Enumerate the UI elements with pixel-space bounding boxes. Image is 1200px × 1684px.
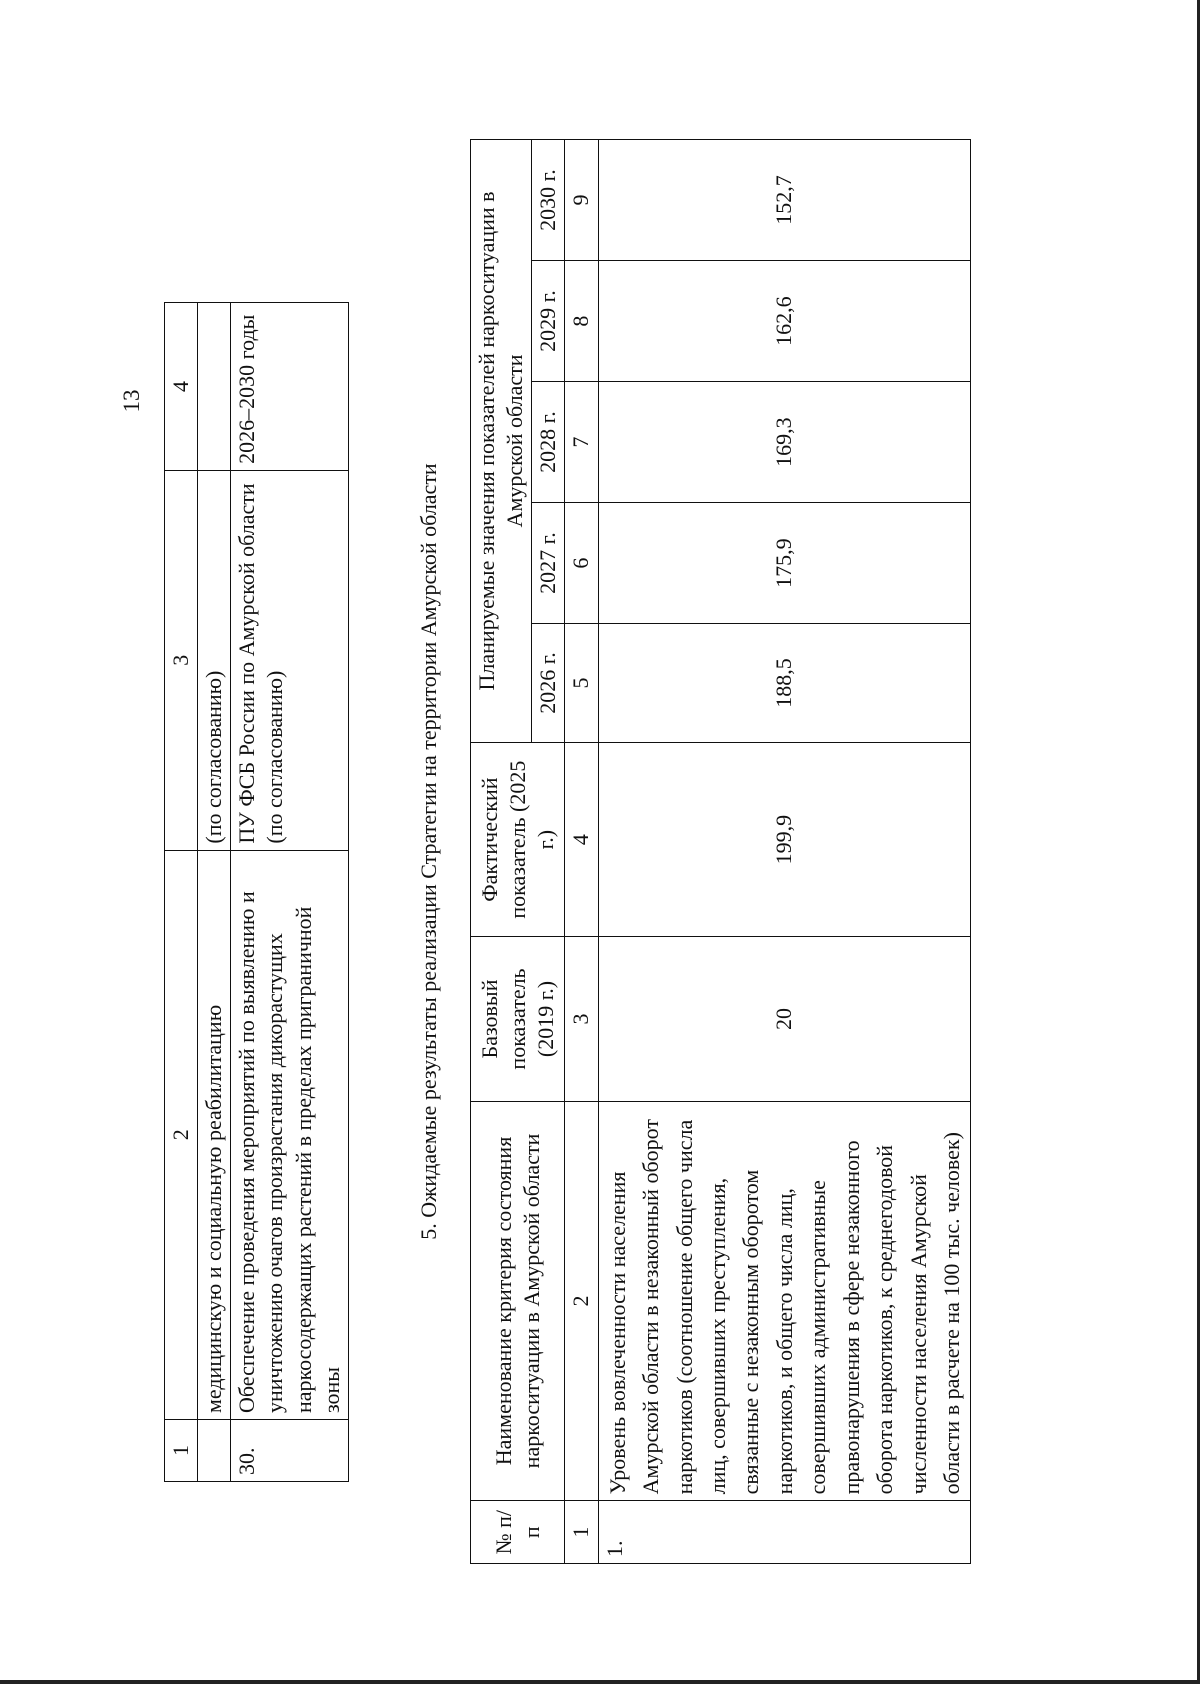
results-table <box>470 139 971 1564</box>
year-2026: 2026 г. <box>532 624 565 743</box>
table1-header-row <box>165 303 198 1482</box>
table2-colnum-row <box>565 140 598 1564</box>
table1-col-2: 2 <box>165 850 198 1419</box>
colnum-8: 8 <box>565 261 598 382</box>
criterion-text: Уровень вовлеченности населения Амурской области в незаконный оборот наркотиков (соотношение общего числа лиц, совершивших преступления, связанные с незаконным оборотом наркотиков, и общего числа лиц, совершивших административные правонарушения в сфере незаконного оборота наркотиков, к среднегодовой численности населения Амурской области в расчете на 100 тыс. человек) <box>598 1101 971 1501</box>
colnum-4: 4 <box>565 742 598 936</box>
year-2030: 2030 г. <box>532 140 565 261</box>
fact-value: 199,9 <box>598 742 971 936</box>
header-fact: Фактический показатель (2025 г.) <box>471 742 565 936</box>
table1-col-3: 3 <box>165 470 198 850</box>
colnum-1: 1 <box>565 1501 598 1564</box>
period-text <box>198 303 231 471</box>
colnum-7: 7 <box>565 382 598 503</box>
row-number <box>198 1420 231 1482</box>
colnum-9: 9 <box>565 140 598 261</box>
plan-2026-value: 188,5 <box>598 624 971 743</box>
period-text: 2026–2030 годы <box>231 303 349 471</box>
executor-text: ПУ ФСБ России по Амурской области (по согласованию) <box>231 470 349 850</box>
year-2028: 2028 г. <box>532 382 565 503</box>
table1-col-1: 1 <box>165 1420 198 1482</box>
plan-2027-value: 175,9 <box>598 503 971 624</box>
colnum-5: 5 <box>565 624 598 743</box>
row-number: 1. <box>598 1501 971 1564</box>
section-title: 5. Ожидаемые результаты реализации Стратегии на территории Амурской области <box>416 463 441 1240</box>
table2-header-row <box>471 140 532 1564</box>
colnum-6: 6 <box>565 503 598 624</box>
year-2029: 2029 г. <box>532 261 565 382</box>
plan-2028-value: 169,3 <box>598 382 971 503</box>
year-2027: 2027 г. <box>532 503 565 624</box>
table-row <box>198 303 231 1482</box>
table1-col-4: 4 <box>165 303 198 471</box>
table-row <box>598 140 971 1564</box>
plan-2029-value: 162,6 <box>598 261 971 382</box>
colnum-2: 2 <box>565 1101 598 1501</box>
header-criterion: Наименование критерия состояния наркоситуации в Амурской области <box>471 1101 565 1501</box>
page-number: 13 <box>119 389 144 413</box>
page-edge-bottom <box>0 1680 1200 1684</box>
base-value: 20 <box>598 937 971 1101</box>
continuation-table <box>164 302 349 1482</box>
measure-text: Обеспечение проведения мероприятий по выявлению и уничтожению очагов произрастания дикорастущих наркосодержащих растений в пределах приграничной зоны <box>231 850 349 1419</box>
row-number: 30. <box>231 1420 349 1482</box>
colnum-3: 3 <box>565 937 598 1101</box>
measure-text: медицинскую и социальную реабилитацию <box>198 850 231 1419</box>
table-row <box>231 303 349 1482</box>
header-planned: Планируемые значения показателей наркоситуации в Амурской области <box>471 140 532 743</box>
executor-text: (по согласованию) <box>198 470 231 850</box>
header-number: № п/п <box>471 1501 565 1564</box>
plan-2030-value: 152,7 <box>598 140 971 261</box>
header-base: Базовый показатель (2019 г.) <box>471 937 565 1101</box>
